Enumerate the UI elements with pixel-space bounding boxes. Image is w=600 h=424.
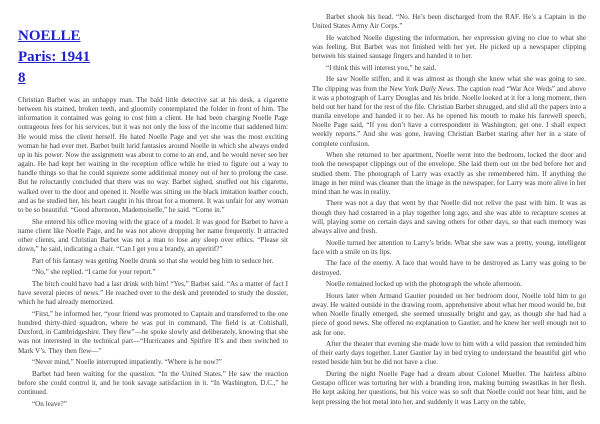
text-run: There was not a day that went by that Noelle did not relive the past with him. It was as though they had costarred in a play together long ago, and she was able to recapture scenes at will, playing some on certain days and saving others for other days, so that each memory was always alive and fresh.	[312, 199, 586, 235]
text-run: “I think this will interest you,” he said.	[326, 63, 437, 72]
text-run: Noelle turned her attention to Larry’s bride. What she saw was a pretty, young, intelligent face with a smile on its lips.	[312, 238, 586, 256]
italic-text-run: Daily News	[420, 84, 454, 93]
text-run: He watched Noelle digesting the information, her expression giving no clue to what she was feeling. But Barbet was not finished with her yet. He picked up a newspaper clipping between his stained sausage fingers and handed it to her.	[312, 33, 586, 61]
book-title-link[interactable]: NOELLE	[18, 28, 81, 44]
paragraph	[312, 292, 586, 338]
text-run: When she returned to her apartment, Noelle went into the bedroom, locked the door and took the newspaper clippings out of the envelope. She laid them out on the bed before her and studied them. The photograph of Larry was exactly as she remembered him. If anything the image in her mind was cleaner than the image in the newspaper, for Larry was more alive in her mind than he was in reality.	[312, 151, 586, 196]
text-run: “On leave?”	[32, 399, 67, 408]
paragraph	[312, 340, 586, 367]
left-column	[18, 0, 288, 424]
text-run: “No,” she replied. “I came for your report.”	[32, 268, 156, 277]
text-run: Barbet shook his head. “No. He’s been discharged from the RAF. He’s a Captain in the United States Army Air Corps.”	[312, 13, 586, 31]
paragraph	[312, 259, 586, 277]
text-run: Part of his fantasy was getting Noelle drunk so that she would beg him to seduce her.	[32, 256, 274, 265]
left-column-text	[18, 96, 288, 409]
paragraph	[312, 370, 586, 407]
paragraph	[18, 257, 288, 266]
text-run: The bitch could have had a last drink with him! “Yes,” Barbet said. “As a matter of fact I have several pieces of news.” He reached over to the desk and pretended to study the dossier, which he had already memorized.	[18, 279, 288, 307]
text-run: . The caption read “War Ace Weds” and above it was a photograph of Larry Douglas and his bride. Noelle looked at it for a long moment, then held out her hand for the rest of the file. Christian Barbet shrugged, and slid all the papers into a manila envelope and handed it to her. As he opened his mouth to make his farewell speech, Noelle Page said, “If you don’t have a correspondent in Washington, get one. I shall expect weekly reports.” And she was gone, leaving Christian Barbet staring after her in a state of complete confusion.	[312, 84, 587, 148]
paragraph	[18, 358, 288, 367]
paragraph	[312, 199, 586, 236]
text-run: Noelle remained locked up with the photograph the whole afternoon.	[326, 280, 522, 289]
paragraph	[312, 75, 586, 148]
chapter-heading	[18, 26, 288, 89]
paragraph	[312, 280, 586, 289]
text-run: The face of the enemy. A face that would have to be destroyed as Larry was going to be destroyed.	[312, 259, 586, 277]
paragraph	[18, 280, 288, 307]
paragraph	[18, 370, 288, 397]
right-column	[312, 0, 586, 424]
paragraph	[18, 310, 288, 356]
text-run: During the night Noelle Page had a dream about Colonel Mueller. The hairless albino Gestapo officer was torturing her with a branding iron, making burning swastikas in her flesh. He kept asking her questions, but his voice was so soft that Noelle could not hear him, and he kept pressing the hot metal into her, and suddenly it was Larry on the table,	[312, 370, 586, 406]
text-run: “First,” he informed her, “your friend was promoted to Captain and transferred to the one hundred thirty-third squadron, where he was put in command. The field is at Coltishall, Duxford, in Cambridgeshire. They flew”—he spoke slowly and deliberately, knowing that she was not interested in the technical part—“Hurricanes and Spitfire II’s and then switched to Mark V’s. They then flew—”	[18, 309, 288, 355]
paragraph	[18, 400, 288, 409]
text-run: “Never mind,” Noelle interrupted impatiently. “Where is he now?”	[32, 358, 222, 367]
paragraph	[312, 13, 586, 31]
paragraph	[18, 96, 288, 215]
paragraph	[312, 64, 586, 73]
text-run: Barbet had been waiting for the question. “In the United States.” He saw the reaction before she could control it, and he took savage satisfaction in it. “In Washington, D.C.,” he continued.	[18, 369, 288, 397]
text-run: After the theater that evening she made love to him with a wild passion that reminded him of their early days together. Later Gautier lay in bed trying to understand the beautiful girl who rested beside him but he did not have a clue.	[312, 340, 586, 367]
paragraph	[18, 218, 288, 255]
right-column-text	[312, 13, 586, 407]
paragraph	[312, 239, 586, 257]
chapter-subtitle-link[interactable]: Paris: 1941	[18, 49, 91, 65]
text-run: She entered his office moving with the grace of a model. It was good for Barbet to have a name client like Noelle Page, and he was not above dropping her name frequently. It attracted other clients, and Christian Barbet was not a man to lose any sleep over ethics. “Please sit down,” he said, indicating a chair. “Can I get you a brandy, an aperitif?”	[18, 217, 288, 253]
paragraph	[18, 268, 288, 277]
text-run: He saw Noelle stiffen, and it was almost as though she knew what she was going to see. The clipping was from the New York	[312, 75, 586, 93]
paragraph	[312, 34, 586, 61]
text-run: Hours later when Armand Gautier pounded on her bedroom door, Noelle told him to go away. He waited outside in the drawing room, apprehensive about what her mood would be, but when Noelle finally emerged, she seemed unusually bright and gay, as though she had had a piece of good news. She offered no explanation to Gautier, and he knew her well enough not to ask for one.	[312, 291, 586, 337]
paragraph	[312, 151, 586, 197]
chapter-number-link[interactable]: 8	[18, 70, 26, 86]
text-run: Christian Barbet was an unhappy man. The bald little detective sat at his desk, a cigarette between his stained, broken teeth, and gloomily contemplated the folder in front of him. The information it contained was going to cost him a client. He had been charging Noelle Page outrageous fees for his services, but it was not only the loss of the income that saddened him: He would miss the client herself. He hated Noelle Page and yet she was the most exciting woman he had ever met. Barbet built lurid fantasies around Noelle in which she always ended up in his power. Now the assignment was about to come to an end, and he would never see her again. He had kept her waiting in the reception office while he tried to figure out a way to handle things so that he could squeeze some additional money out of her to prolong the case. But he reluctantly concluded that there was no way. Barbet sighed, snuffed out his cigarette, walked over to the door and opened it. Noelle was sitting on the black imitation leather couch, and as he studied her, his heart caught in his throat for a moment. It was unfair for any woman to be so beautiful. “Good afternoon, Mademoiselle,” he said. “Come in.”	[18, 96, 288, 214]
